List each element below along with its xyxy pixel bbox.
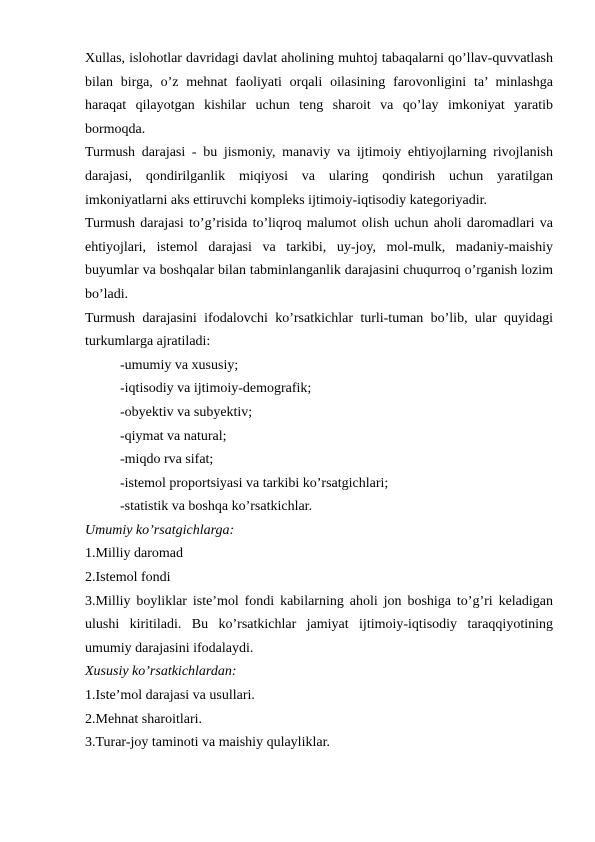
general-item: 2.Istemol fondi	[85, 570, 171, 586]
general-item: 3.Milliy boyliklar iste’mol fondi kabilarning aholi jon boshiga to’g’ri keladigan ulushi kiritiladi. Bu ko’rsatkichlar jamiyat ijtimoiy-iqtisodiy taraqqiyotining umumiy darajasini ifodalaydi.	[85, 593, 553, 656]
specific-item: 2.Mehnat sharoitlari.	[85, 711, 203, 727]
category-list	[85, 354, 553, 519]
specific-indicators-heading: Xususiy ko’rsatkichlardan:	[85, 664, 237, 680]
category-item: -qiymat va natural;	[120, 428, 227, 444]
category-item: -umumiy va xususiy;	[120, 357, 239, 373]
paragraph-details: Turmush darajasi to’g’risida to’liqroq malumot olish uchun aholi daromadlari va ehtiyojlari, istemol darajasi va tarkibi, uy-joy, mol-mulk, madaniy-maishiy buyumlar va boshqalar bilan tabminlanganlik darajasini chuqurroq o’rganish lozim bo’ladi.	[85, 216, 553, 302]
category-item: -istemol proportsiyasi va tarkibi ko’rsatgichlari;	[120, 475, 389, 491]
document-page	[85, 47, 553, 755]
category-item: -miqdo rva sifat;	[120, 452, 214, 468]
paragraph-reforms: Xullas, islohotlar davridagi davlat aholining muhtoj tabaqalarni qo’llav-quvvatlash bilan birga, o’z mehnat faoliyati orqali oilasining farovonligini ta’ minlashga haraqat qilayotgan kishilar uchun teng sharoit va qo’lay imkoniyat yaratib bormoqda.	[85, 51, 553, 137]
specific-item: 3.Turar-joy taminoti va maishiy qulayliklar.	[85, 735, 330, 751]
specific-item: 1.Iste’mol darajasi va usullari.	[85, 688, 255, 704]
paragraph-definition: Turmush darajasi - bu jismoniy, manaviy va ijtimoiy ehtiyojlarning rivojlanish darajasi, qondirilganlik miqiyosi va ularing qondirish uchun yaratilgan imkoniyatlarni aks ettiruvchi kompleks ijtimoiy-iqtisodiy kategoriyadir.	[85, 145, 553, 208]
general-item: 1.Milliy daromad	[85, 546, 183, 562]
category-item: -statistik va boshqa ko’rsatkichlar.	[120, 499, 313, 515]
paragraph-indicators: Turmush darajasini ifodalovchi ko’rsatkichlar turli-tuman bo’lib, ular quyidagi turkumlarga ajratiladi:	[85, 310, 553, 350]
general-indicators-heading: Umumiy ko’rsatgichlarga:	[85, 522, 235, 538]
category-item: -iqtisodiy va ijtimoiy-demografik;	[120, 381, 312, 397]
category-item: -obyektiv va subyektiv;	[120, 404, 253, 420]
